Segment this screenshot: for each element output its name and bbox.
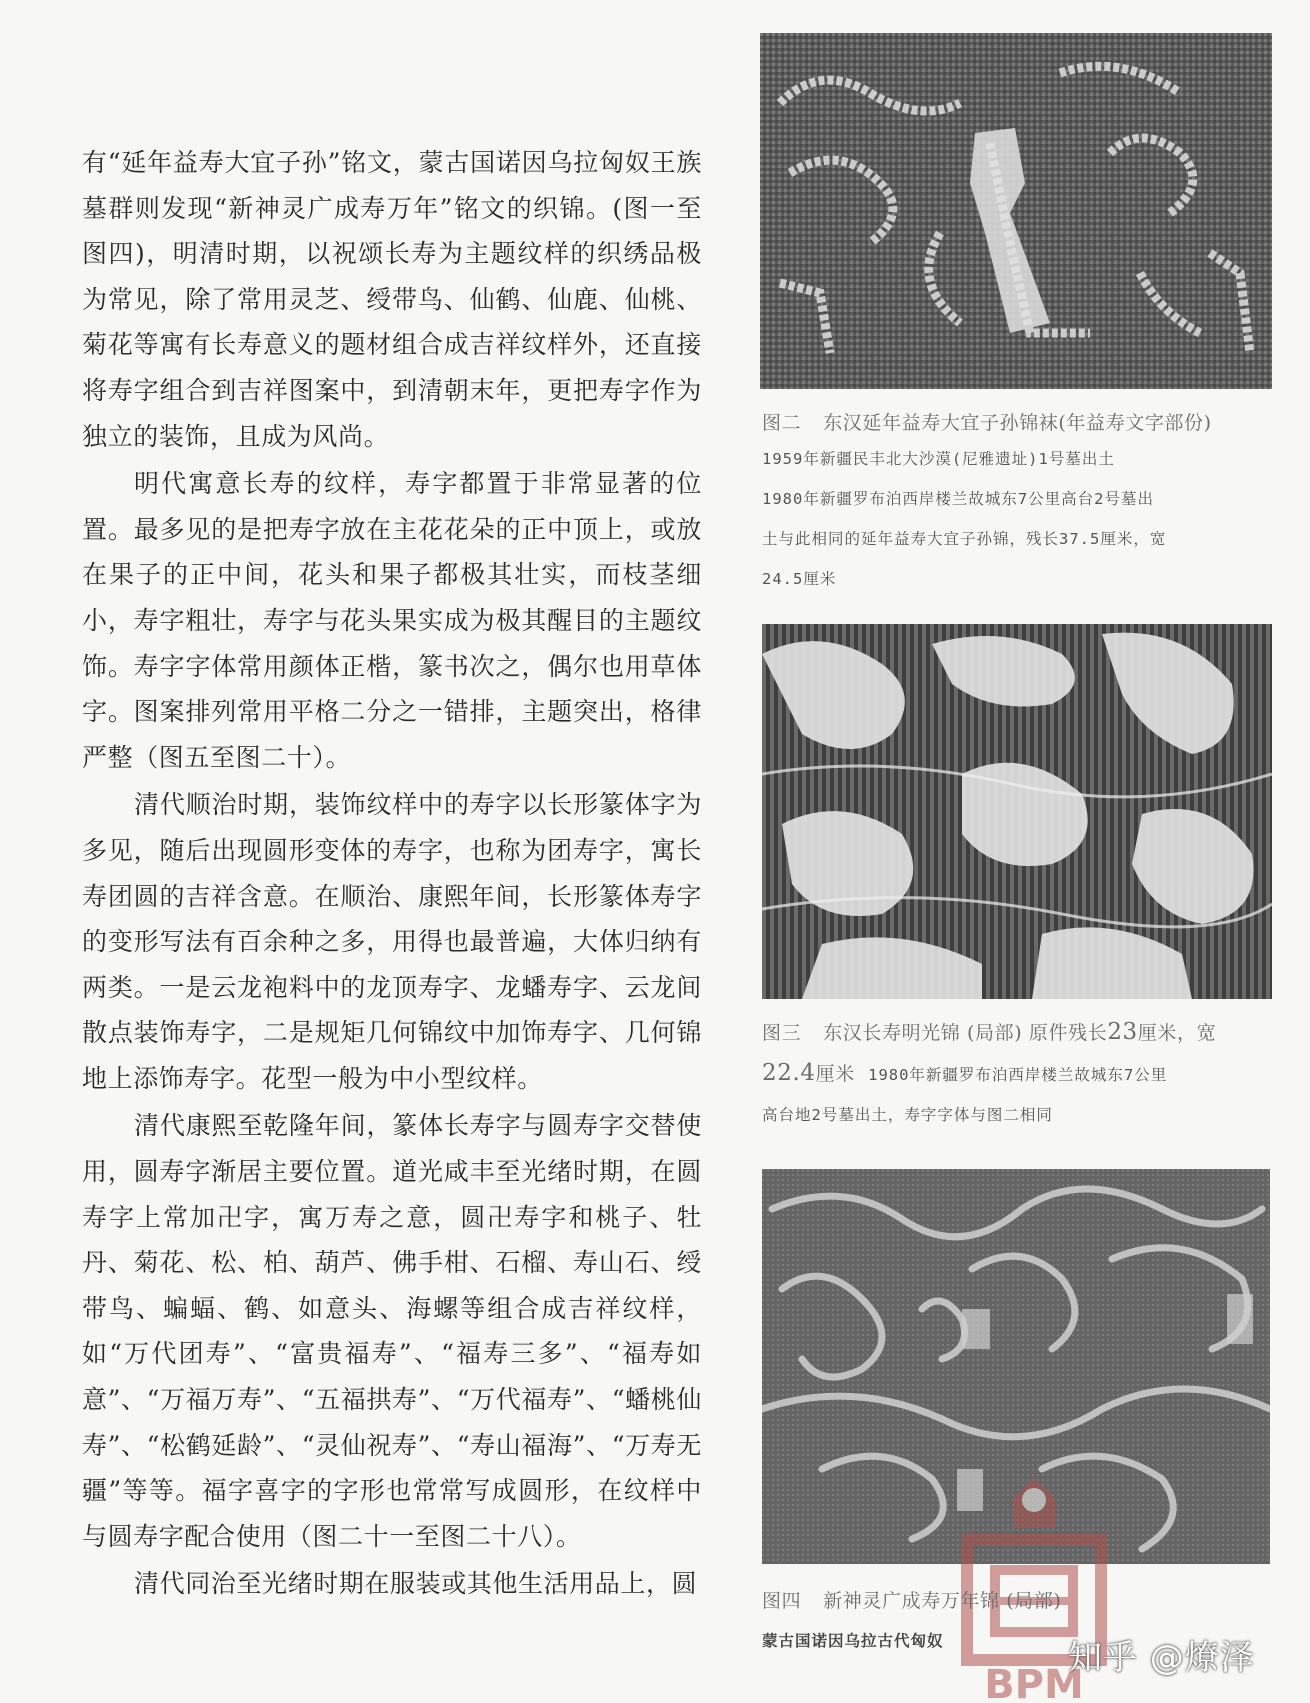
- figure-3-line-2: 高台地2号墓出土，寿字字体与图二相同: [762, 1106, 1053, 1124]
- paragraph-4: 清代康熙至乾隆年间，篆体长寿字与圆寿字交替使用，圆寿字渐居主要位置。道光咸丰至光绪时期，在圆寿字上常加卍字，寓万寿之意，圆卍寿字和桃子、牡丹、菊花、松、柏、葫芦、佛手柑、石榴、寿山石、绶带鸟、蝙蝠、鹤、如意头、海螺等组合成吉祥纹样，如“万代团寿”、“富贵福寿”、“福寿三多”、“福寿如意”、“万福万寿”、“五福拱寿”、“万代福寿”、“蟠桃仙寿”、“松鹤延龄”、“灵仙祝寿”、“寿山福海”、“万寿无疆”等等。福字喜字的字形也常常写成圆形，在纹样中与圆寿字配合使用（图二十一至图二十八）。: [82, 1111, 702, 1551]
- figure-4-title: [762, 1586, 1272, 1613]
- figure-2-title-text: 东汉延年益寿大宜子孙锦袜(年益寿文字部份): [823, 412, 1212, 434]
- svg-text:BPM: BPM: [984, 1662, 1084, 1703]
- figure-4-title-text: 新神灵广成寿万年锦 (局部): [823, 1590, 1062, 1612]
- figure-3-number: 图三: [762, 1022, 802, 1044]
- paragraph-5: 清代同治至光绪时期在服装或其他生活用品上，圆: [134, 1569, 698, 1599]
- figure-3-title-a: 东汉长寿明光锦 (局部) 原件残长: [823, 1022, 1108, 1044]
- figure-4-line-1: 蒙古国诺因乌拉古代匈奴: [762, 1632, 944, 1650]
- figure-2-number: 图二: [762, 412, 802, 434]
- figure-3-textile-photo: [762, 624, 1272, 999]
- figure-2-line-1: 1959年新疆民丰北大沙漠(尼雅遗址)1号墓出土: [762, 450, 1115, 468]
- zhihu-watermark: 知乎 @燎泽: [1068, 1638, 1255, 1678]
- figure-2-line-4: 24.5厘米: [762, 570, 837, 588]
- figure-2-textile-photo: [760, 33, 1272, 389]
- figure-2-line-3: 土与此相同的延年益寿大宜子孙锦，残长37.5厘米，宽: [762, 530, 1167, 548]
- paragraph-1: 有“延年益寿大宜子孙”铭文，蒙古国诺因乌拉匈奴王族墓群则发现“新神灵广成寿万年”铭文的织锦。(图一至图四)，明清时期，以祝颂长寿为主题纹样的织绣品极为常见，除了常用灵芝、绶带鸟、仙鹤、仙鹿、仙桃、菊花等寓有长寿意义的题材组合成吉祥纹样外，还直接将寿字组合到吉祥图案中，到清朝末年，更把寿字作为独立的装饰，且成为风尚。: [82, 148, 702, 451]
- figure-3-length: 23: [1107, 1019, 1138, 1045]
- paragraph-3: 清代顺治时期，装饰纹样中的寿字以长形篆体字为多见，随后出现圆形变体的寿字，也称为团寿字，寓长寿团圆的吉祥含意。在顺治、康熙年间，长形篆体寿字的变形写法有百余种之多，用得也最普遍，大体归纳有两类。一是云龙袍料中的龙顶寿字、龙蟠寿字、云龙间散点装饰寿字，二是规矩几何锦纹中加饰寿字、几何锦地上添饰寿字。花型一般为中小型纹样。: [82, 790, 702, 1093]
- figure-2-title: [762, 408, 1272, 435]
- figure-3-title-c: 厘米: [815, 1063, 855, 1085]
- figure-3-width: 22.4: [762, 1060, 816, 1086]
- paragraph-2: 明代寓意长寿的纹样，寿字都置于非常显著的位置。最多见的是把寿字放在主花花朵的正中顶上，或放在果子的正中间，花头和果子都极其壮实，而枝茎细小，寿字粗壮，寿字与花头果实成为极其醒目的主题纹饰。寿字字体常用颜体正楷，篆书次之，偶尔也用草体字。图案排列常用平格二分之一错排，主题突出，格律严整（图五至图二十）。: [82, 469, 702, 772]
- figure-3-title: [762, 1012, 1272, 1095]
- figure-2-caption: [762, 408, 1272, 599]
- article-body: [82, 140, 702, 1609]
- figure-3-caption: [762, 1012, 1272, 1135]
- figure-4-number: 图四: [762, 1590, 802, 1612]
- figure-2-line-2: 1980年新疆罗布泊西岸楼兰故城东7公里高台2号墓出: [762, 490, 1154, 508]
- figure-3-line-1: 1980年新疆罗布泊西岸楼兰故城东7公里: [868, 1066, 1168, 1084]
- figure-3-title-b: 厘米，宽: [1137, 1022, 1217, 1044]
